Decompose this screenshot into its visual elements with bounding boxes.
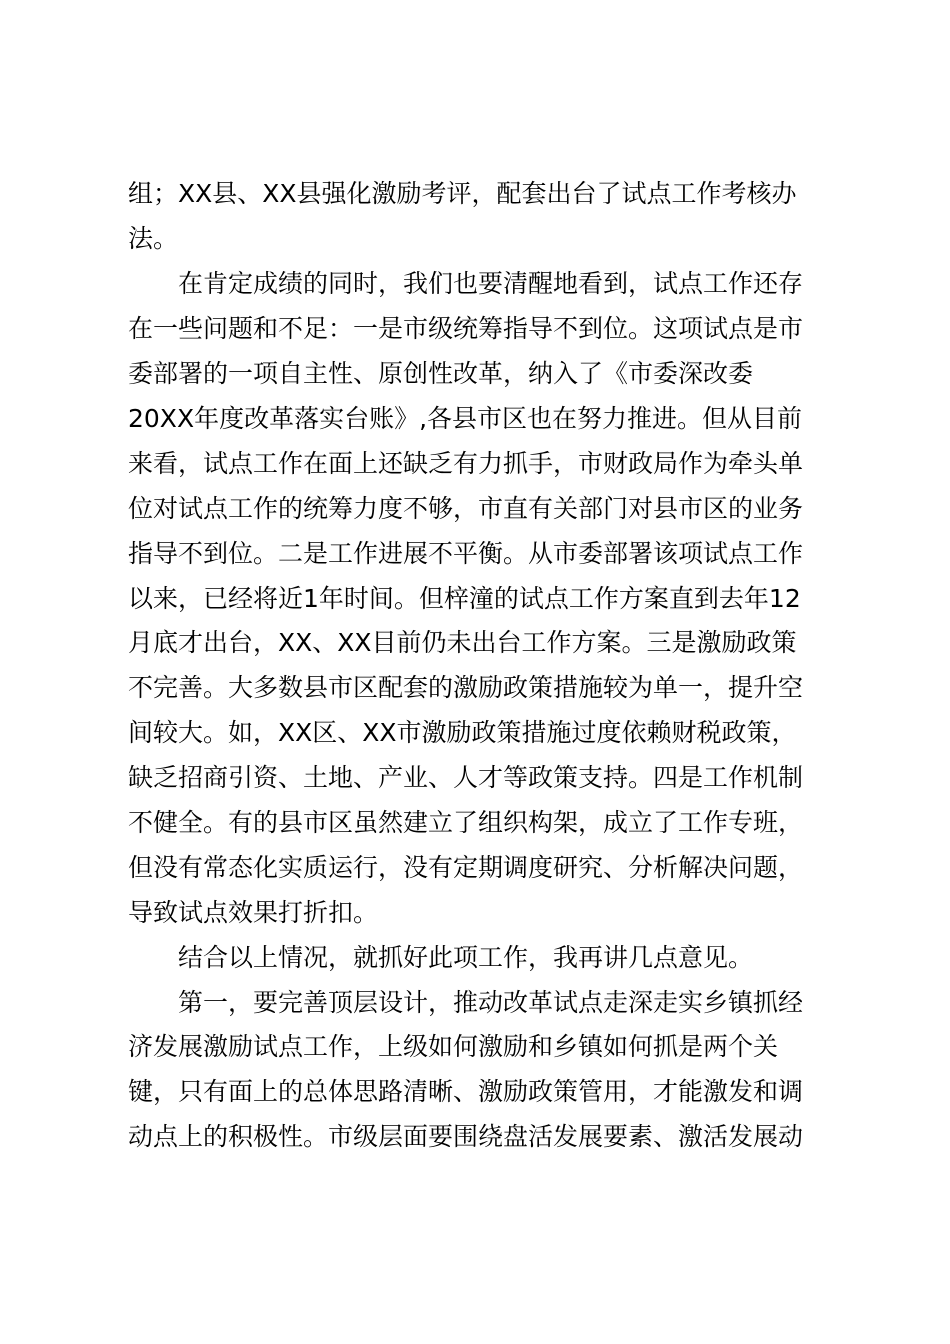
text-line: 济发展激励试点工作，上级如何激励和乡镇如何抓是两个关 xyxy=(128,1032,779,1061)
text-line: 来看，试点工作在面上还缺乏有力抓手，市财政局作为牵头单 xyxy=(128,449,804,478)
paragraph-start-line: 结合以上情况，就抓好此项工作，我再讲几点意见。 xyxy=(178,943,754,972)
text-line: 不完善。大多数县市区配套的激励政策措施较为单一，提升空 xyxy=(128,673,804,702)
text-line: 月底才出台，XX、XX目前仍未出台工作方案。三是激励政策 xyxy=(128,628,797,657)
text-line: 但没有常态化实质运行，没有定期调度研究、分析解决问题， xyxy=(128,853,804,882)
text-line: 间较大。如，XX区、XX市激励政策措施过度依赖财税政策， xyxy=(128,718,797,747)
text-line: 位对试点工作的统筹力度不够，市直有关部门对县市区的业务 xyxy=(128,494,804,523)
text-line: 缺乏招商引资、土地、产业、人才等政策支持。四是工作机制 xyxy=(128,763,804,792)
text-line: 委部署的一项自主性、原创性改革，纳入了《市委深改委 xyxy=(128,359,754,388)
text-line: 动点上的积极性。市级层面要围绕盘活发展要素、激活发展动 xyxy=(128,1122,804,1151)
text-line: 不健全。有的县市区虽然建立了组织构架，成立了工作专班， xyxy=(128,808,804,837)
text-line: 指导不到位。二是工作进展不平衡。从市委部署该项试点工作 xyxy=(128,539,804,568)
text-line: 在一些问题和不足：一是市级统筹指导不到位。这项试点是市 xyxy=(128,314,804,343)
text-line: 以来，已经将近1年时间。但梓潼的试点工作方案直到去年12 xyxy=(128,584,801,613)
text-line: 导致试点效果打折扣。 xyxy=(128,898,379,927)
text-line: 组；XX县、XX县强化激励考评，配套出台了试点工作考核办 xyxy=(128,179,797,208)
text-line: 20XX年度改革落实台账》,各县市区也在努力推进。但从目前 xyxy=(128,404,803,433)
paragraph-start-line: 第一，要完善顶层设计，推动改革试点走深走实乡镇抓经 xyxy=(178,988,804,1017)
text-line: 法。 xyxy=(128,224,179,253)
text-line: 键，只有面上的总体思路清晰、激励政策管用，才能激发和调 xyxy=(128,1077,804,1106)
paragraph-start-line: 在肯定成绩的同时，我们也要清醒地看到，试点工作还存 xyxy=(178,269,804,298)
